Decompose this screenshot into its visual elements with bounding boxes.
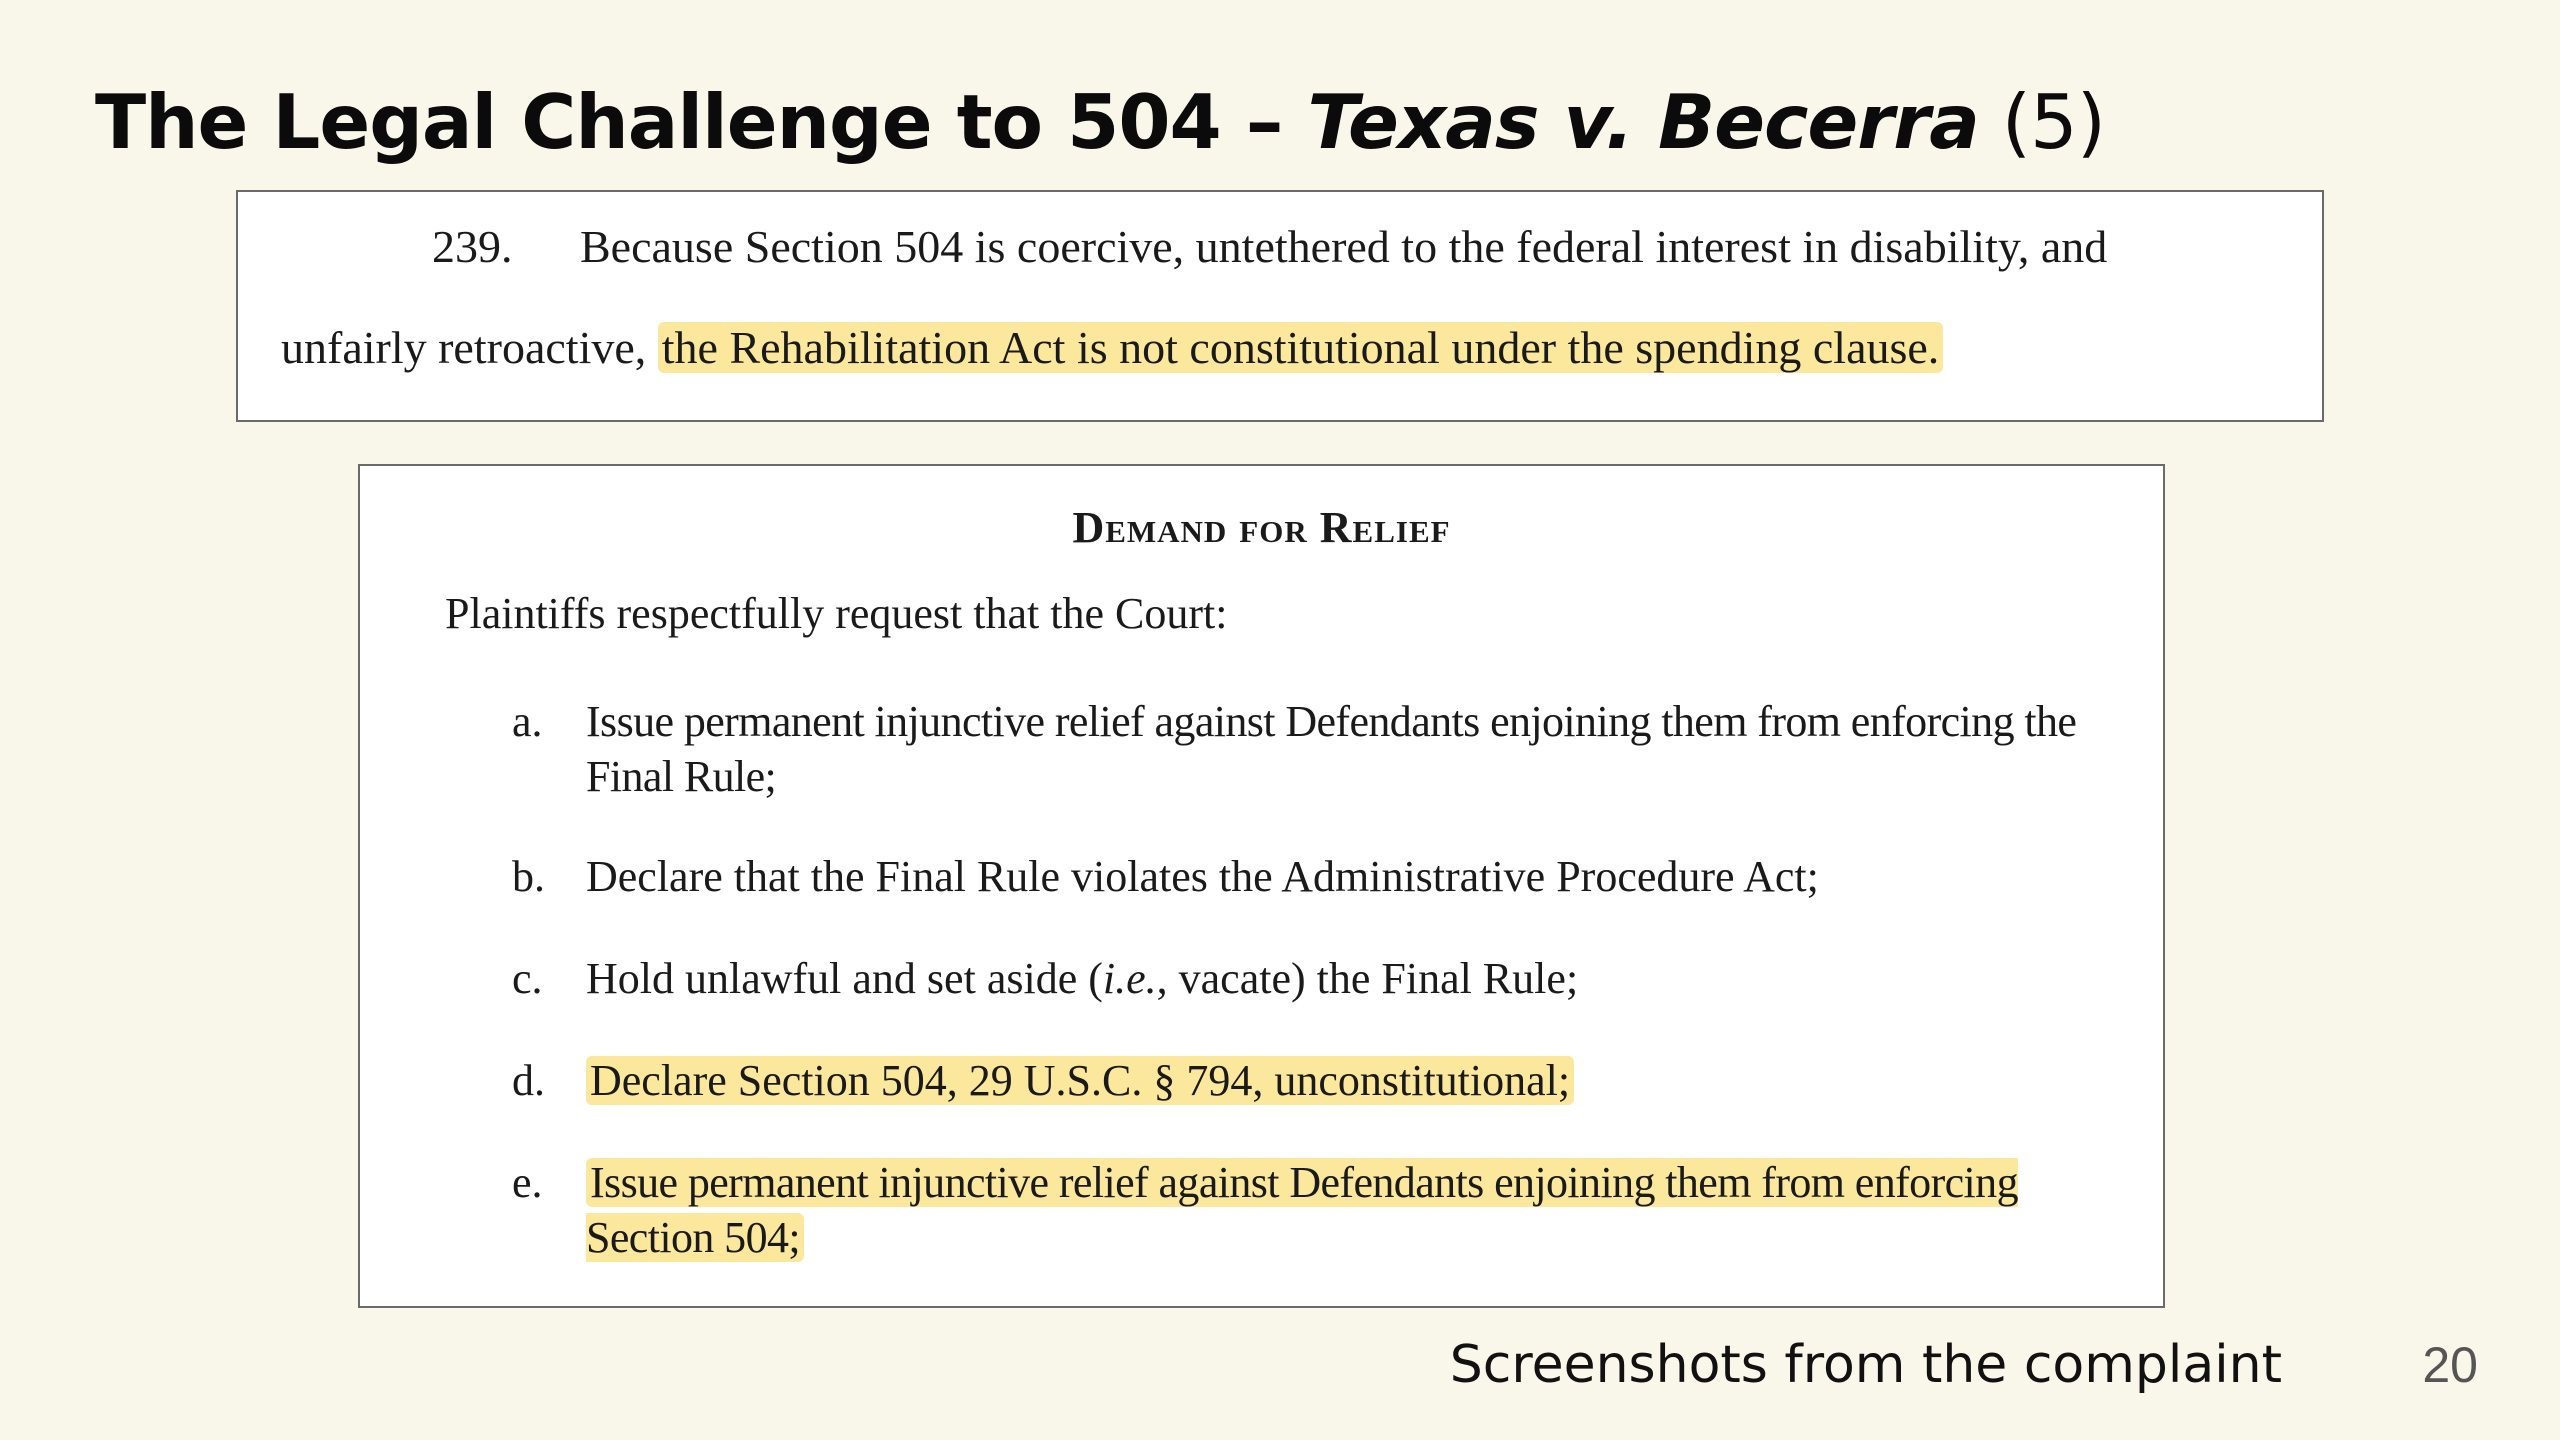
demand-for-relief-screenshot <box>358 464 2165 1308</box>
relief-item-letter: b. <box>512 852 545 901</box>
relief-item-text <box>586 1155 2146 1265</box>
paragraph-highlighted-text: the Rehabilitation Act is not constitutional under the spending clause. <box>658 322 1944 373</box>
slide-title-part-number: (5) <box>1978 78 2105 166</box>
slide-caption: Screenshots from the complaint <box>1449 1335 2282 1395</box>
relief-intro: Plaintiffs respectfully request that the Court: <box>445 589 1228 638</box>
paragraph-line-2 <box>281 318 1943 378</box>
paragraph-line-1-text: Because Section 504 is coercive, untethered to the federal interest in disability, and <box>580 221 2108 272</box>
relief-item-text: Declare that the Final Rule violates the Administrative Procedure Act; <box>586 852 1819 901</box>
slide-title <box>95 72 2105 172</box>
relief-item-text: Issue permanent injunctive relief against Defendants enjoining them from enforcing the Final Rule; <box>586 697 2077 801</box>
relief-item-letter: d. <box>512 1056 545 1105</box>
relief-item-text <box>586 1053 2146 1108</box>
complaint-paragraph-screenshot <box>236 190 2324 422</box>
relief-item-highlighted-text: Declare Section 504, 29 U.S.C. § 794, unconstitutional; <box>586 1056 1574 1105</box>
relief-item-text-before: Hold unlawful and set aside ( <box>586 954 1103 1003</box>
slide-title-lead: The Legal Challenge to 504 – <box>95 78 1308 166</box>
slide-title-case-name: Texas v. Becerra <box>1307 78 1979 166</box>
relief-item-text <box>586 951 2146 1006</box>
paragraph-line-1 <box>432 217 2107 277</box>
page-number: 20 <box>2422 1337 2478 1393</box>
relief-heading: Demand for Relief <box>1072 503 1451 552</box>
relief-item-text-italic: i.e. <box>1102 954 1157 1003</box>
relief-item-text-after: , vacate) the Final Rule; <box>1156 954 1579 1003</box>
relief-item-letter: e. <box>512 1158 543 1207</box>
paragraph-line-2-text: unfairly retroactive, <box>281 322 658 373</box>
relief-item-letter: a. <box>512 697 543 746</box>
paragraph-number: 239. <box>432 221 513 272</box>
relief-item-letter: c. <box>512 954 543 1003</box>
relief-item-highlighted-text: Issue permanent injunctive relief against Defendants enjoining them from enforcing Section 504; <box>586 1158 2018 1262</box>
